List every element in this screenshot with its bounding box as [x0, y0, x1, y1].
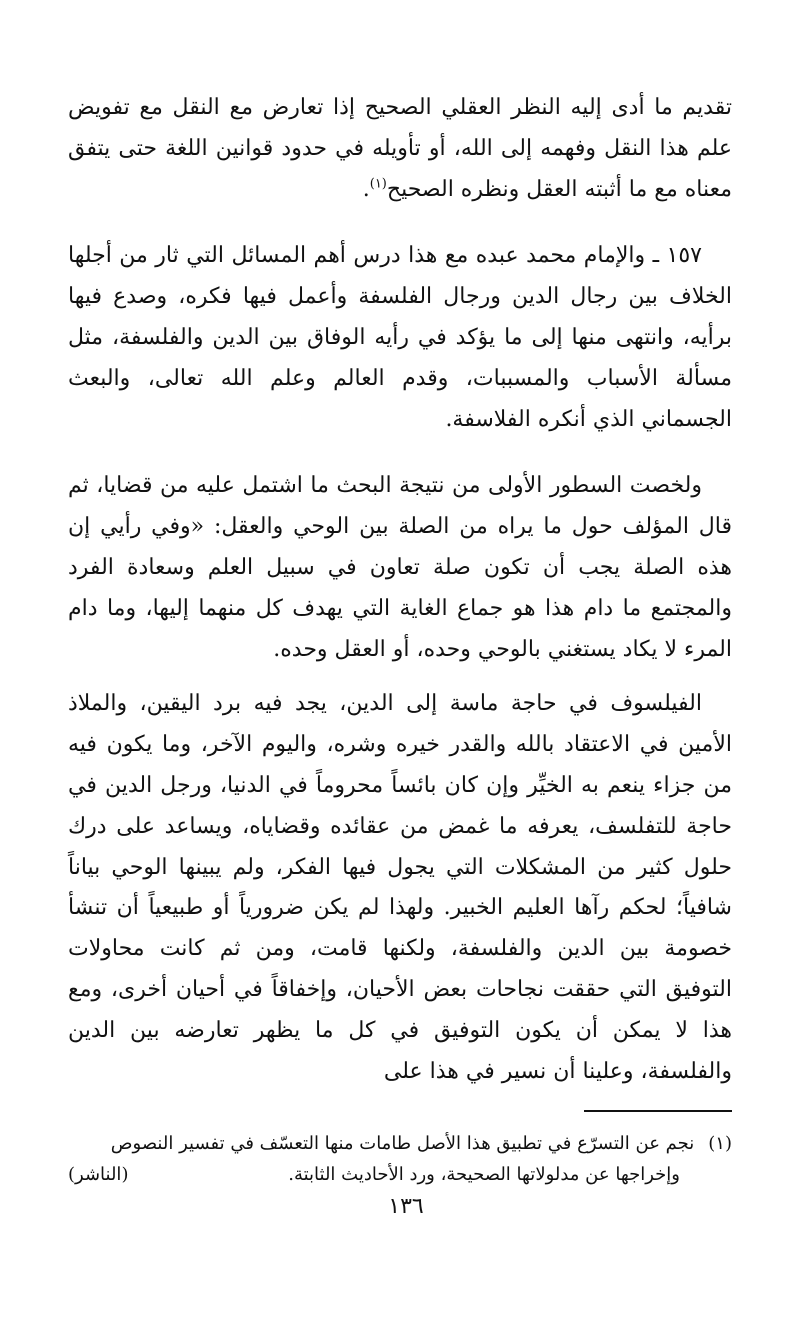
- page-number: ١٣٦: [388, 1194, 424, 1219]
- footnote-divider: [584, 1110, 732, 1112]
- paragraph-1-text: تقديم ما أدى إليه النظر العقلي الصحيح إذا تعارض مع النقل مع تفويض علم هذا النقل وفهمه إلى الله، أو تأويله في حدود قوانين اللغة حتى يتفق معناه مع ما أثبته العقل ونظره الصحيح: [68, 95, 732, 202]
- footnote-line-1: [68, 1128, 732, 1159]
- paragraph-3: ولخصت السطور الأولى من نتيجة البحث ما اشتمل عليه من قضايا، ثم قال المؤلف حول ما يراه من الصلة بين الوحي والعقل: «وفي رأيي إن هذه الصلة يجب أن تكون صلة تعاون في سبيل العلم وسعادة الفرد والمجتمع ما دام هذا هو جماع الغاية التي يهدف كل منهما إليها، وما دام المرء لا يكاد يستغني بالوحي وحده، أو العقل وحده.: [68, 473, 732, 662]
- paragraph-4: الفيلسوف في حاجة ماسة إلى الدين، يجد فيه برد اليقين، والملاذ الأمين في الاعتقاد بالله والقدر خيره وشره، واليوم الآخر، وما يكون فيه من جزاء ينعم به الخيِّر وإن كان بائساً محروماً في الدنيا، ورجل الدين في حاجة للتفلسف، يعرفه ما غمض من عقائده وقضاياه، ويساعد على درك حلول كثير من المشكلات التي يجول فيها الفكر، ولم يبينها الوحي بياناً شافياً؛ لحكم رآها العليم الخبير. ولهذا لم يكن ضرورياً أو طبيعياً أن تنشأ خصومة بين الدين والفلسفة، ولكنها قامت، ومن ثم كانت محاولات التوفيق التي حققت نجاحات بعض الأحيان، وإخفاقاً في أحيان أخرى، ومع هذا لا يمكن أن يكون التوفيق في كل ما يظهر تعارضه بين الدين والفلسفة، وعلينا أن نسير في هذا على: [68, 691, 732, 1084]
- footnote-attribution: (الناشر): [68, 1164, 129, 1185]
- footnote-number: (١): [708, 1133, 732, 1154]
- footnote-reference: (١): [369, 176, 387, 192]
- paragraph-2: ١٥٧ ـ والإمام محمد عبده مع هذا درس أهم المسائل التي ثار من أجلها الخلاف بين رجال الدين ورجال الفلسفة وأعمل فيها فكره، وصدع فيها برأيه، وانتهى منها إلى ما يؤكد في رأيه الوفاق بين الدين والفلسفة، مثل مسألة الأسباب والمسببات، وقدم العالم وعلم الله تعالى، والبعث الجسماني الذي أنكره الفلاسفة.: [68, 243, 732, 432]
- footnote-line-2: [68, 1159, 732, 1190]
- paragraph-1-tail: .: [362, 176, 370, 202]
- footnote-text-1: نجم عن التسرّع في تطبيق هذا الأصل طامات منها التعسّف في تفسير النصوص: [110, 1133, 695, 1154]
- footnote-text-2: وإخراجها عن مدلولاتها الصحيحة، ورد الأحاديث الثابتة.: [288, 1164, 680, 1185]
- paragraph-1: [68, 88, 732, 210]
- footnote: [68, 1128, 732, 1190]
- body-text: [68, 88, 732, 1092]
